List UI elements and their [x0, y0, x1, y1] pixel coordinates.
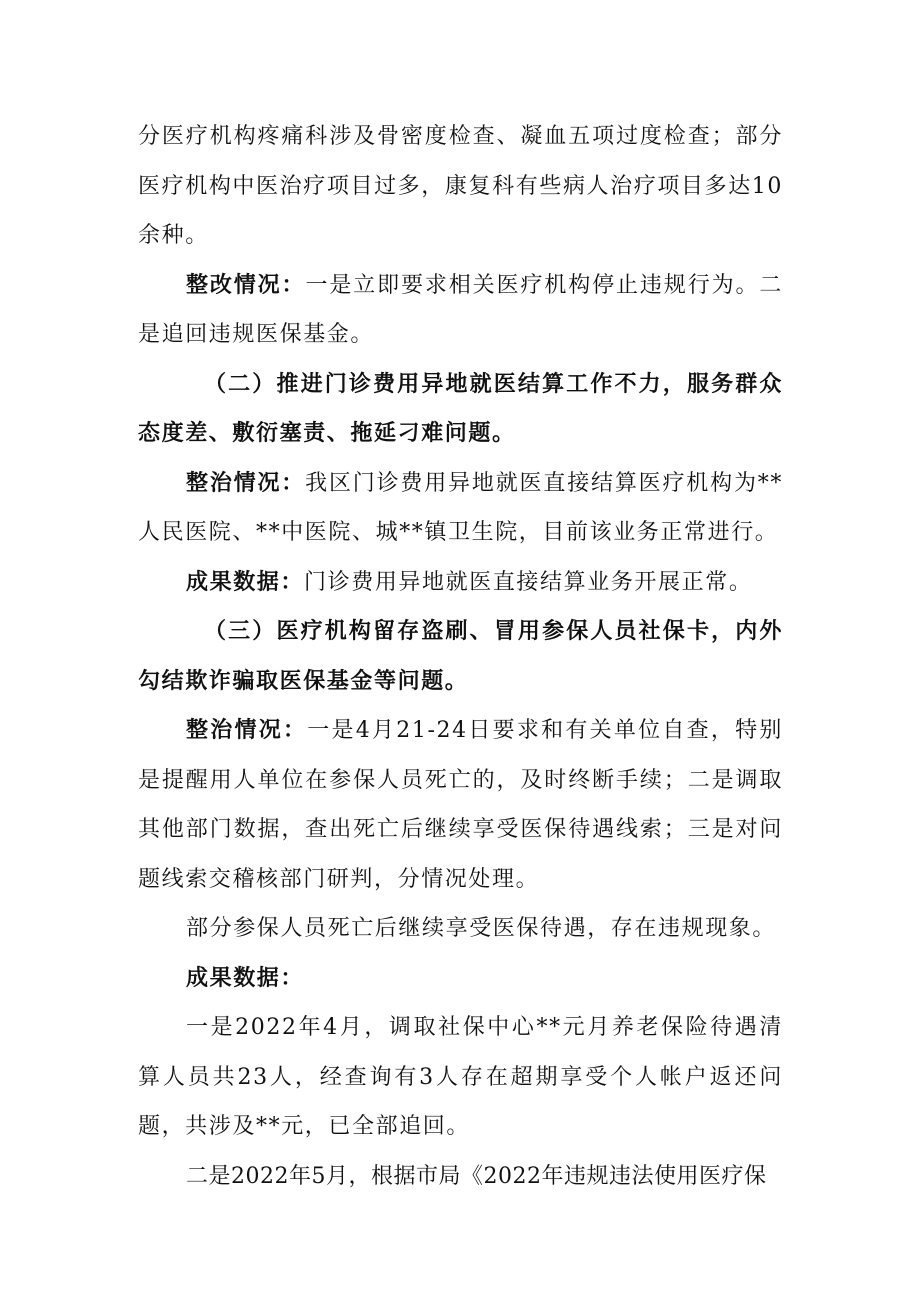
- section-heading-3: （三）医疗机构留存盗刷、冒用参保人员社保卡，内外勾结欺诈骗取医保基金等问题。: [138, 618, 783, 694]
- document-body: [138, 112, 783, 1201]
- paragraph-overtreatment: 分医疗机构疼痛科涉及骨密度检查、凝血五项过度检查；部分医疗机构中医治疗项目过多，康复科有些病人治疗项目多达10余种。: [138, 124, 783, 248]
- paragraph-violation-note: 部分参保人员死亡后继续享受医保待遇，存在违规现象。: [186, 916, 777, 941]
- paragraph-result-item-1: 一是2022年4月，调取社保中心**元月养老保险待遇清算人员共23人，经查询有3人存在超期享受个人帐户返还问题，共涉及**元，已全部追回。: [138, 1015, 783, 1139]
- paragraph-remediation-3: [138, 706, 783, 904]
- remediation-text-2: 我区门诊费用异地就医直接结算医疗机构为**人民医院、**中医院、城**镇卫生院，目前该业务正常进行。: [138, 470, 783, 545]
- results-text-2: 门诊费用异地就医直接结算业务开展正常。: [304, 569, 753, 595]
- rectification-label: 整改情况：: [186, 271, 306, 298]
- results-label-2: 成果数据：: [186, 568, 305, 595]
- paragraph-rectification: [138, 261, 783, 360]
- paragraph-result-item-2: 二是2022年5月，根据市局《2022年违规违法使用医疗保: [186, 1163, 767, 1189]
- paragraph-remediation-2: [138, 459, 783, 558]
- remediation-label-3: 整治情况：: [186, 717, 308, 743]
- results-label-3: 成果数据：: [186, 964, 305, 991]
- remediation-label-2: 整治情况：: [186, 469, 306, 496]
- remediation-text-3: 一是4月21-24日要求和有关单位自查，特别是提醒用人单位在参保人员死亡的，及时终断手续；二是调取其他部门数据，查出死亡后继续享受医保待遇线索；三是对问题线索交稽核部门研判，分情况处理。: [138, 718, 783, 892]
- paragraph-results-2: [138, 558, 783, 608]
- paragraph-results-heading-3: [138, 954, 783, 1004]
- rectification-text: 一是立即要求相关医疗机构停止违规行为。二是追回违规医保基金。: [138, 272, 783, 347]
- section-heading-2: （二）推进门诊费用异地就医结算工作不力，服务群众态度差、敷衍塞责、拖延刁难问题。: [138, 370, 783, 446]
